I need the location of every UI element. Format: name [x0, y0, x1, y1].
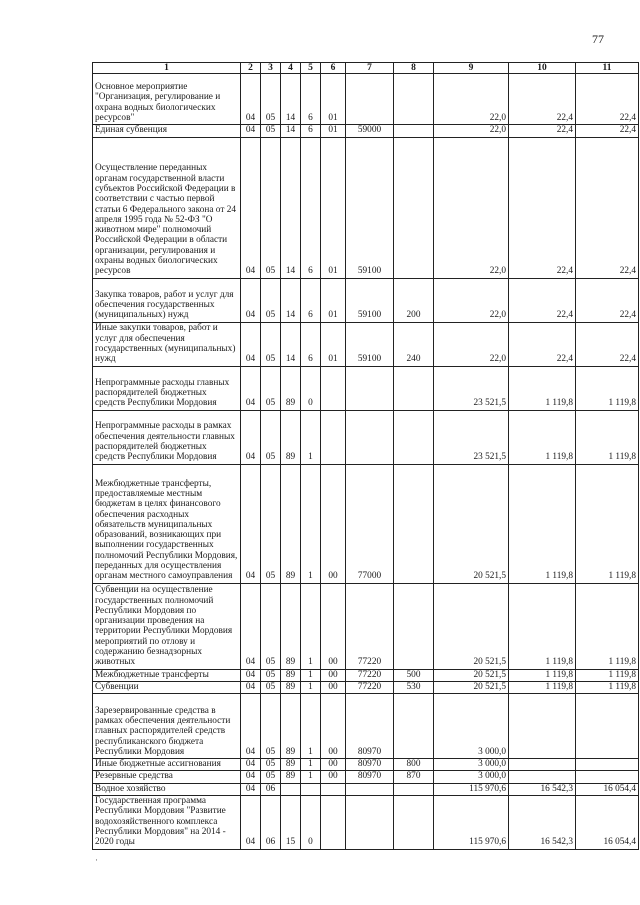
column-header-3: 3 [261, 63, 281, 74]
cell-c5: 6 [301, 322, 321, 366]
cell-c6: 01 [321, 137, 346, 278]
cell-c4: 89 [281, 464, 301, 583]
row-name: Государственная программа Республики Мордовия "Развитие водохозяйственного комплекса Республики Мордовия" на 2014 - 2020 годы [93, 796, 241, 849]
cell-c10: 22,4 [509, 322, 576, 366]
cell-c10: 22,4 [509, 278, 576, 322]
cell-c7 [346, 366, 394, 410]
cell-c5: 0 [301, 366, 321, 410]
cell-c2: 04 [241, 137, 261, 278]
cell-c4: 14 [281, 74, 301, 125]
row-name: Резервные средства [93, 771, 241, 783]
cell-c6: 01 [321, 74, 346, 125]
cell-c5: 1 [301, 410, 321, 464]
cell-c2: 04 [241, 583, 261, 669]
cell-c6: 01 [321, 125, 346, 137]
cell-c5: 1 [301, 759, 321, 771]
cell-c5: 1 [301, 694, 321, 759]
cell-c6 [321, 366, 346, 410]
table-row [93, 322, 639, 366]
page-number: 77 [592, 32, 604, 46]
cell-c7: 80970 [346, 759, 394, 771]
cell-c6: 01 [321, 322, 346, 366]
cell-c7: 80970 [346, 694, 394, 759]
table-row [93, 125, 639, 137]
cell-c11: 1 119,8 [576, 410, 639, 464]
cell-c5 [301, 783, 321, 795]
table-row [93, 796, 639, 849]
table-row [93, 74, 639, 125]
cell-c8 [394, 410, 434, 464]
cell-c6: 00 [321, 681, 346, 693]
column-header-2: 2 [241, 63, 261, 74]
cell-c8: 500 [394, 669, 434, 681]
table-row [93, 694, 639, 759]
cell-c3: 05 [261, 583, 281, 669]
table-row [93, 669, 639, 681]
cell-c2: 04 [241, 278, 261, 322]
cell-c7: 77220 [346, 681, 394, 693]
column-header-11: 11 [576, 63, 639, 74]
cell-c10: 22,4 [509, 74, 576, 125]
row-name: Основное мероприятие "Организация, регулирование и охрана водных биологических ресурсов" [93, 74, 241, 125]
cell-c9: 20 521,5 [434, 583, 509, 669]
cell-c11: 22,4 [576, 74, 639, 125]
cell-c11: 22,4 [576, 278, 639, 322]
cell-c9: 3 000,0 [434, 771, 509, 783]
cell-c9: 22,0 [434, 322, 509, 366]
cell-c10 [509, 771, 576, 783]
cell-c5: 6 [301, 125, 321, 137]
cell-c8: 870 [394, 771, 434, 783]
cell-c2: 04 [241, 796, 261, 849]
table-row [93, 410, 639, 464]
cell-c10: 22,4 [509, 125, 576, 137]
cell-c7: 59100 [346, 137, 394, 278]
cell-c9: 20 521,5 [434, 464, 509, 583]
cell-c3: 05 [261, 322, 281, 366]
cell-c7: 77000 [346, 464, 394, 583]
cell-c3: 05 [261, 694, 281, 759]
table-row [93, 771, 639, 783]
cell-c7: 77220 [346, 583, 394, 669]
cell-c2: 04 [241, 74, 261, 125]
cell-c10: 1 119,8 [509, 366, 576, 410]
cell-c5: 6 [301, 137, 321, 278]
cell-c2: 04 [241, 125, 261, 137]
cell-c5: 1 [301, 681, 321, 693]
cell-c8: 240 [394, 322, 434, 366]
cell-c2: 04 [241, 681, 261, 693]
row-name: Межбюджетные трансферты, предоставляемые местным бюджетам в целях финансового обеспечения расходных обязательств муниципальных образований, возникающих при выполнении государственных полномочий Республики Мордовия, переданных для осуществления органам местного самоуправления [93, 464, 241, 583]
cell-c8 [394, 137, 434, 278]
cell-c9: 23 521,5 [434, 410, 509, 464]
cell-c11: 22,4 [576, 137, 639, 278]
cell-c11 [576, 771, 639, 783]
cell-c10: 1 119,8 [509, 669, 576, 681]
cell-c9: 23 521,5 [434, 366, 509, 410]
cell-c7 [346, 783, 394, 795]
row-name: Субвенции [93, 681, 241, 693]
cell-c9: 22,0 [434, 125, 509, 137]
column-header-9: 9 [434, 63, 509, 74]
cell-c8 [394, 694, 434, 759]
row-name: Осуществление переданных органам государственной власти субъектов Российской Федерации в соответствии с частью первой статьи 6 Федерального закона от 24 апреля 1995 года № 52-ФЗ "О животном мире" полномочий Российской Федерации в области организации, регулирования и охраны водных биологических ресурсов [93, 137, 241, 278]
cell-c4: 89 [281, 681, 301, 693]
cell-c3: 05 [261, 771, 281, 783]
cell-c3: 06 [261, 783, 281, 795]
cell-c9: 20 521,5 [434, 669, 509, 681]
cell-c3: 05 [261, 681, 281, 693]
cell-c9: 22,0 [434, 137, 509, 278]
cell-c9: 3 000,0 [434, 759, 509, 771]
cell-c2: 04 [241, 669, 261, 681]
cell-c5: 0 [301, 796, 321, 849]
cell-c6: 00 [321, 669, 346, 681]
cell-c7 [346, 796, 394, 849]
cell-c4: 89 [281, 771, 301, 783]
cell-c2: 04 [241, 410, 261, 464]
cell-c9: 115 970,6 [434, 796, 509, 849]
cell-c5: 1 [301, 669, 321, 681]
table-row [93, 583, 639, 669]
cell-c3: 05 [261, 759, 281, 771]
cell-c4: 14 [281, 278, 301, 322]
cell-c7: 59100 [346, 278, 394, 322]
cell-c2: 04 [241, 322, 261, 366]
cell-c11 [576, 759, 639, 771]
header-row [93, 63, 639, 74]
cell-c9: 22,0 [434, 74, 509, 125]
cell-c5: 6 [301, 74, 321, 125]
cell-c11: 1 119,8 [576, 583, 639, 669]
row-name: Непрограммные расходы в рамках обеспечения деятельности главных распорядителей бюджетных средств Республики Мордовия [93, 410, 241, 464]
cell-c10: 1 119,8 [509, 410, 576, 464]
cell-c9: 3 000,0 [434, 694, 509, 759]
column-header-5: 5 [301, 63, 321, 74]
cell-c11: 16 054,4 [576, 796, 639, 849]
cell-c3: 05 [261, 278, 281, 322]
cell-c6: 00 [321, 694, 346, 759]
cell-c11: 1 119,8 [576, 366, 639, 410]
table-row [93, 681, 639, 693]
cell-c6: 00 [321, 464, 346, 583]
table-row [93, 783, 639, 795]
column-header-7: 7 [346, 63, 394, 74]
scan-mark: · [95, 855, 98, 865]
cell-c5: 6 [301, 278, 321, 322]
column-header-4: 4 [281, 63, 301, 74]
cell-c4: 14 [281, 137, 301, 278]
budget-table [92, 62, 639, 850]
row-name: Иные закупки товаров, работ и услуг для обеспечения государственных (муниципальных) нужд [93, 322, 241, 366]
cell-c8 [394, 796, 434, 849]
row-name: Водное хозяйство [93, 783, 241, 795]
cell-c11: 16 054,4 [576, 783, 639, 795]
cell-c11: 22,4 [576, 322, 639, 366]
cell-c7 [346, 74, 394, 125]
cell-c6 [321, 410, 346, 464]
row-name: Межбюджетные трансферты [93, 669, 241, 681]
cell-c3: 05 [261, 669, 281, 681]
cell-c9: 115 970,6 [434, 783, 509, 795]
cell-c8: 530 [394, 681, 434, 693]
cell-c2: 04 [241, 783, 261, 795]
cell-c5: 1 [301, 583, 321, 669]
cell-c4: 89 [281, 694, 301, 759]
cell-c4: 14 [281, 322, 301, 366]
table-row [93, 278, 639, 322]
cell-c8 [394, 74, 434, 125]
cell-c10: 1 119,8 [509, 464, 576, 583]
cell-c10: 1 119,8 [509, 681, 576, 693]
cell-c8 [394, 125, 434, 137]
cell-c6 [321, 796, 346, 849]
cell-c6: 00 [321, 771, 346, 783]
cell-c11 [576, 694, 639, 759]
cell-c4: 89 [281, 366, 301, 410]
cell-c4: 89 [281, 410, 301, 464]
cell-c2: 04 [241, 759, 261, 771]
cell-c6: 01 [321, 278, 346, 322]
cell-c4: 89 [281, 583, 301, 669]
table-row [93, 137, 639, 278]
cell-c10: 16 542,3 [509, 796, 576, 849]
cell-c7: 80970 [346, 771, 394, 783]
table-row [93, 759, 639, 771]
cell-c2: 04 [241, 366, 261, 410]
cell-c10: 1 119,8 [509, 583, 576, 669]
cell-c9: 20 521,5 [434, 681, 509, 693]
cell-c10 [509, 694, 576, 759]
cell-c4 [281, 783, 301, 795]
cell-c6 [321, 783, 346, 795]
cell-c3: 05 [261, 366, 281, 410]
cell-c4: 89 [281, 759, 301, 771]
cell-c3: 05 [261, 464, 281, 583]
column-header-1: 1 [93, 63, 241, 74]
cell-c7: 59100 [346, 322, 394, 366]
cell-c7: 77220 [346, 669, 394, 681]
row-name: Единая субвенция [93, 125, 241, 137]
cell-c3: 06 [261, 796, 281, 849]
cell-c3: 05 [261, 125, 281, 137]
cell-c3: 05 [261, 410, 281, 464]
column-header-8: 8 [394, 63, 434, 74]
cell-c8: 800 [394, 759, 434, 771]
column-header-10: 10 [509, 63, 576, 74]
table-row [93, 464, 639, 583]
cell-c11: 1 119,8 [576, 464, 639, 583]
cell-c11: 1 119,8 [576, 669, 639, 681]
cell-c11: 1 119,8 [576, 681, 639, 693]
cell-c8: 200 [394, 278, 434, 322]
cell-c6: 00 [321, 759, 346, 771]
cell-c8 [394, 783, 434, 795]
cell-c2: 04 [241, 694, 261, 759]
cell-c5: 1 [301, 771, 321, 783]
cell-c7: 59000 [346, 125, 394, 137]
cell-c8 [394, 583, 434, 669]
cell-c8 [394, 464, 434, 583]
cell-c4: 15 [281, 796, 301, 849]
cell-c10 [509, 759, 576, 771]
cell-c11: 22,4 [576, 125, 639, 137]
row-name: Субвенции на осуществление государственных полномочий Республики Мордовия по организации проведения на территории Республики Мордовия мероприятий по отлову и содержанию безнадзорных животных [93, 583, 241, 669]
table-row [93, 366, 639, 410]
column-header-6: 6 [321, 63, 346, 74]
cell-c3: 05 [261, 137, 281, 278]
cell-c5: 1 [301, 464, 321, 583]
cell-c10: 16 542,3 [509, 783, 576, 795]
cell-c9: 22,0 [434, 278, 509, 322]
cell-c7 [346, 410, 394, 464]
cell-c4: 14 [281, 125, 301, 137]
cell-c2: 04 [241, 464, 261, 583]
cell-c2: 04 [241, 771, 261, 783]
row-name: Зарезервированные средства в рамках обеспечения деятельности главных распорядителей средств республиканского бюджета Республики Мордовия [93, 694, 241, 759]
row-name: Закупка товаров, работ и услуг для обеспечения государственных (муниципальных) нужд [93, 278, 241, 322]
cell-c6: 00 [321, 583, 346, 669]
cell-c8 [394, 366, 434, 410]
cell-c3: 05 [261, 74, 281, 125]
cell-c4: 89 [281, 669, 301, 681]
row-name: Непрограммные расходы главных распорядителей бюджетных средств Республики Мордовия [93, 366, 241, 410]
cell-c10: 22,4 [509, 137, 576, 278]
row-name: Иные бюджетные ассигнования [93, 759, 241, 771]
